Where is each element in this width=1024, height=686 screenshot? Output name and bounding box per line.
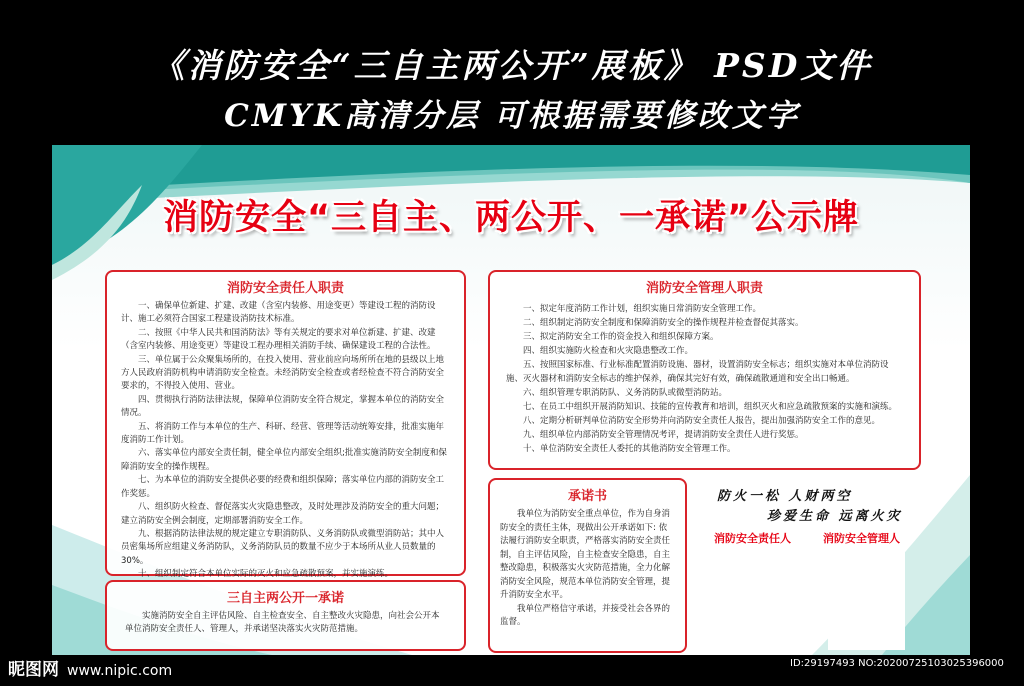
- duty-item: 一、拟定年度消防工作计划，组织实施日常消防安全管理工作。: [523, 304, 762, 314]
- responsible-duties-heading: 消防安全责任人职责: [226, 281, 344, 296]
- display-board: [52, 145, 970, 655]
- duty-item: 四、组织实施防火检查和火灾隐患整改工作。: [523, 346, 694, 356]
- duty-item: 七、在员工中组织开展消防知识、技能的宣传教育和培训，组织灭火和应急疏散预案的实施和演练。: [523, 402, 898, 412]
- duty-item: 八、定期分析研判单位消防安全形势并向消防安全责任人报告，提出加强消防安全工作的意见。: [523, 416, 881, 426]
- manager-duties-body: [490, 300, 919, 456]
- board-title: 消防安全“三自主、两公开、一承诺”公示牌: [162, 198, 859, 238]
- three-self-body: [107, 610, 464, 635]
- promise-body: [490, 508, 685, 630]
- promise-heading: 承诺书: [567, 489, 607, 504]
- duty-item: 三、拟定消防安全工作的资金投入和组织保障方案。: [523, 332, 719, 342]
- manager-duties-heading: 消防安全管理人职责: [645, 281, 763, 296]
- duty-item: 五、将消防工作与本单位的生产、科研、经营、管理等活动统筹安排，批准实施年度消防工作计划。: [121, 421, 445, 446]
- duty-item: 二、组织制定消防安全制度和保障消防安全的操作规程并检查督促其落实。: [523, 318, 804, 328]
- image-id-watermark: ID:29197493 NO:20200725103025396000: [790, 658, 1004, 669]
- nipic-logo-text: 昵图网: [8, 660, 59, 680]
- promise-text: 我单位为消防安全重点单位，作为自身消防安全的责任主体，现做出公开承诺如下: 依法履行消防安全职责，严格落实消防安全责任制，自主评估风险，自主检查安全隐患，自主整改隐患，积极落实火灾防范措施，全力化解消防安全风险，规范本单位消防安全管理，提升消防安全水平。: [500, 509, 671, 600]
- duty-item: 七、为本单位的消防安全提供必要的经费和组织保障；落实单位内部的消防安全工作奖惩。: [121, 475, 445, 499]
- slogan-line-1: 防火一松 人财两空: [717, 489, 853, 504]
- header-line-1: 《消防安全“三自主两公开”展板》 PSD文件: [151, 46, 873, 85]
- duty-item: 九、根据消防法律法规的规定建立专职消防队、义务消防队或微型消防站；其中人员密集场所应组建义务消防队，义务消防队员的数量不应少于本场所从业人员数量的30%。: [121, 528, 445, 566]
- duty-item: 八、组织防火检查、督促落实火灾隐患整改，及时处理涉及消防安全的重大问题；建立消防安全例会制度，定期部署消防安全工作。: [121, 502, 445, 526]
- promise-text: 我单位严格信守承诺，并接受社会各界的监督。: [500, 603, 671, 627]
- nipic-url: www.nipic.com: [67, 663, 173, 679]
- header-line-2: CMYK高清分层 可根据需要修改文字: [224, 98, 800, 134]
- duty-item: 二、按照《中华人民共和国消防法》等有关规定的要求对单位新建、扩建、改建（含室内装修、用途变更）等建设工程办理相关消防手续、确保建设工程的合法性。: [121, 327, 436, 352]
- promise-letter-panel: [488, 478, 687, 653]
- duty-item: 六、落实单位内部安全责任制，健全单位内部安全组织;批准实施消防安全制度和保障消防安全的操作规程。: [121, 448, 447, 472]
- duty-item: 三、单位属于公众聚集场所的，在投入使用、营业前应向场所所在地的县级以上地方人民政府消防机构申请消防安全检查。未经消防安全检查或者经检查不符合消防安全要求的，不得投入使用、营业。: [121, 354, 445, 392]
- three-self-two-public-panel: [105, 580, 466, 651]
- responsible-person-label: 消防安全责任人: [714, 532, 791, 545]
- three-self-text: 实施消防安全自主评估风险、自主检查安全、自主整改火灾隐患，向社会公开本单位消防安全责任人、管理人，并承诺坚决落实火灾防范措施。: [125, 611, 440, 634]
- manager-duties-panel: [488, 270, 921, 470]
- responsible-duties-body: [107, 300, 464, 582]
- duty-item: 十、组织制定符合本单位实际的灭火和应急疏散预案，并实施演练。: [138, 569, 394, 580]
- manager-photo-placeholder: [828, 550, 905, 650]
- duty-item: 十、单位消防安全责任人委托的其他消防安全管理工作。: [523, 444, 736, 454]
- duty-item: 一、确保单位新建、扩建、改建（含室内装修、用途变更）等建设工程的消防设计、施工必须符合国家工程建设消防技术标准。: [121, 301, 436, 325]
- duty-item: 九、组织单位内部消防安全管理情况考评，提请消防安全责任人进行奖惩。: [523, 430, 804, 440]
- responsible-person-duties-panel: [105, 270, 466, 580]
- three-self-heading: 三自主两公开一承诺: [226, 591, 344, 606]
- nipic-watermark: [8, 655, 172, 680]
- duty-item: 五、按照国家标准、行业标准配置消防设施、器材，设置消防安全标志；组织实施对本单位消防设施、灭火器材和消防安全标志的维护保养，确保其完好有效，确保疏散通道和安全出口畅通。: [506, 360, 889, 384]
- duty-item: 四、贯彻执行消防法律法规，保障单位消防安全符合规定，掌握本单位的消防安全情况。: [121, 394, 445, 419]
- duty-item: 六、组织管理专职消防队、义务消防队或微型消防站。: [523, 388, 728, 398]
- slogan-line-2: 珍爱生命 远离火灾: [767, 509, 903, 524]
- manager-label: 消防安全管理人: [823, 532, 900, 545]
- responsible-person-photo-placeholder: [724, 550, 801, 650]
